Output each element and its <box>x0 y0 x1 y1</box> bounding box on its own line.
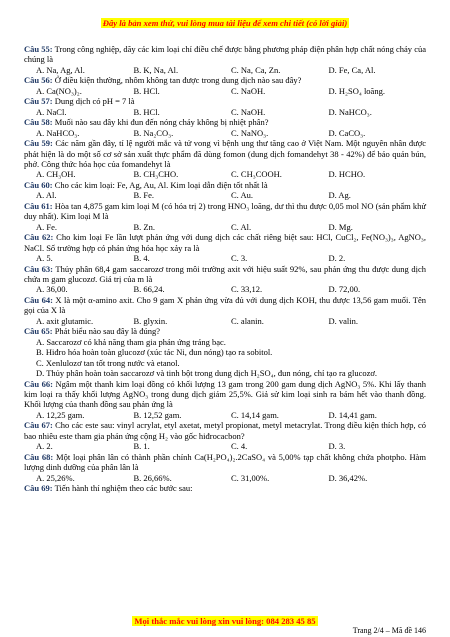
question-text <box>24 75 426 85</box>
question-number: Câu 67: <box>24 420 53 431</box>
question-text <box>24 117 426 127</box>
question-stem: Cho các este sau: vinyl acrylat, etyl axetat, metyl propionat, metyl metacrylat. Trong điều kiện thích hợp, có bao nhiêu este tham gia phản ứng cộng H₂ vào gốc hiđrocacbon? <box>24 420 427 441</box>
question-number: Câu 56: <box>24 75 53 86</box>
answer-option: C. Al. <box>231 221 252 232</box>
question-list <box>24 44 426 493</box>
answer-option: D. Fe, Ca, Al. <box>328 64 376 75</box>
question-stem: Ngâm một thanh kim loại đồng có khối lượng 13 gam trong 200 gam dung dịch AgNO₃ 5%. Khi lấy thanh kim loại ra thấy khối lượng AgNO₃ trong dung dịch giảm 25,5%. Giả sử kim loại sinh ra bám hết vào thanh đồng. Khối lượng của thanh đồng sau phản ứng là <box>24 378 427 410</box>
answer-options <box>24 86 426 96</box>
question-text <box>24 138 426 169</box>
question-text <box>24 180 426 190</box>
answer-options <box>24 128 426 138</box>
answer-option: B. Na₂CO₃. <box>133 127 174 138</box>
answer-option: D. Mg. <box>328 221 353 232</box>
question-text <box>24 379 426 410</box>
answer-option: A. 36,00. <box>36 284 68 295</box>
answer-option: C. 31,00%. <box>231 472 270 483</box>
answer-option: A. Na, Ag, Al. <box>36 64 85 75</box>
answer-option: A. CH₃OH. <box>36 169 76 180</box>
answer-option: D. NaHCO₃. <box>328 106 372 117</box>
answer-option: D. 72,00. <box>328 284 361 295</box>
answer-option: B. 4. <box>133 253 150 264</box>
answer-option: D. 3. <box>328 441 346 452</box>
answer-option: C. NaNO₃. <box>231 127 269 138</box>
answer-option: B. 66,24. <box>133 284 165 295</box>
answer-option: A. 25,26%. <box>36 472 75 483</box>
question-stem: Dung dịch có pH = 7 là <box>54 96 135 107</box>
answer-option: A. axit glutamic. <box>36 315 94 326</box>
answer-statement: C. Xenlulozơ tan tốt trong nước và etanol. <box>36 357 180 368</box>
answer-option: D. valin. <box>328 315 359 326</box>
answer-option: D. 14,41 gam. <box>328 409 377 420</box>
question-stem: X là một α-amino axit. Cho 9 gam X phản ứng vừa đủ với dung dịch KOH, thu được 13,56 gam muối. Tên gọi của X là <box>24 294 426 316</box>
answer-option: B. Fe. <box>133 190 155 201</box>
answer-option: B. CH₃CHO. <box>133 169 179 180</box>
answer-option: B. glyxin. <box>133 315 168 326</box>
question-stem: Các năm gần đây, tỉ lệ người mắc và tử vong vì bệnh ung thư tăng cao ở Việt Nam. Một nguyên nhân được phát hiện là do một số cơ sở sản xuất thực phẩm đã dùng fomon (dung dịch fomandehyt 38 - 42%) để bảo quản bún, phở. Công thức hóa học của fomandehyt là <box>24 138 427 169</box>
answer-option: A. 12,25 gam. <box>36 409 85 420</box>
answer-option: C. 14,14 gam. <box>231 409 279 420</box>
answer-option: B. 26,66%. <box>133 472 172 483</box>
answer-options <box>24 473 426 483</box>
answer-option: B. Zn. <box>133 221 155 232</box>
question-text <box>24 232 426 253</box>
question-stem: Tiến hành thí nghiệm theo các bước sau: <box>54 483 193 494</box>
question-text <box>24 420 426 441</box>
question-text <box>24 295 426 316</box>
question-stem: Cho các kim loại: Fe, Ag, Au, Al. Kim loại dẫn điện tốt nhất là <box>54 179 268 190</box>
question-number: Câu 69: <box>24 483 53 494</box>
answer-option: A. NaCl. <box>36 106 67 117</box>
question-number: Câu 60: <box>24 179 53 190</box>
answer-option: D. 2. <box>328 253 346 264</box>
answer-option: B. 12,52 gam. <box>133 409 182 420</box>
question-number: Câu 59: <box>24 138 53 149</box>
question-number: Câu 63: <box>24 263 53 274</box>
answer-option: A. NaHCO₃. <box>36 127 80 138</box>
answer-options <box>24 316 426 326</box>
answer-option: C. NaOH. <box>231 106 266 117</box>
answer-option: D. 36,42%. <box>328 472 368 483</box>
answer-options <box>24 169 426 179</box>
answer-option: D. H₂SO₄ loãng. <box>328 85 385 96</box>
answer-options <box>24 65 426 75</box>
answer-option: C. Na, Ca, Zn. <box>231 64 281 75</box>
answer-option: D. Ag. <box>328 190 351 201</box>
question-text <box>24 201 426 222</box>
question-stem: Ở điều kiện thường, nhôm không tan được trong dung dịch nào sau đây? <box>54 75 302 86</box>
answer-statement: D. Thủy phân hoàn toàn saccarozơ và tinh bột trong dung dịch H₂SO₄, đun nóng, chỉ tạo ra glucozơ. <box>36 368 377 379</box>
question-text <box>24 326 426 336</box>
preview-banner: Đây là bản xem thử, vui lòng mua tài liệu để xem chi tiết (có lời giải) <box>102 18 348 28</box>
question-number: Câu 55: <box>24 44 53 54</box>
question-text <box>24 96 426 106</box>
question-number: Câu 61: <box>24 200 53 211</box>
question-stem: Phát biểu nào sau đây là đúng? <box>54 326 160 337</box>
answer-option: A. 2. <box>36 441 53 452</box>
answer-option: C. CH₃COOH. <box>231 169 282 180</box>
question-stem: Thủy phân 68,4 gam saccarozơ trong môi trường axit với hiệu suất 92%, sau phản ứng thu được dung dịch chứa m gam glucozơ. Giá trị của m là <box>24 263 426 284</box>
answer-option: C. 33,12. <box>231 284 263 295</box>
answer-option: A. Al. <box>36 190 57 201</box>
answer-option: C. Au. <box>231 190 253 201</box>
question-number: Câu 65: <box>24 326 53 337</box>
page-number: Trang 2/4 – Mã đề 146 <box>352 626 426 635</box>
answer-statement: B. Hiđro hóa hoàn toàn glucozơ (xúc tác Ni, đun nóng) tạo ra sobitol. <box>36 347 273 358</box>
question-number: Câu 64: <box>24 294 53 305</box>
answer-options <box>24 441 426 451</box>
question-text <box>24 264 426 285</box>
question-number: Câu 57: <box>24 96 53 107</box>
question-number: Câu 62: <box>24 232 54 243</box>
answer-options <box>24 190 426 200</box>
answer-option: C. 4. <box>231 441 248 452</box>
answer-option: C. 3. <box>231 253 248 264</box>
answer-options <box>24 107 426 117</box>
answer-option: D. HCHO. <box>328 169 366 180</box>
answer-option: C. NaOH. <box>231 85 266 96</box>
answer-options <box>24 284 426 294</box>
answer-options <box>24 410 426 420</box>
question-number: Câu 68: <box>24 451 54 462</box>
answer-option: A. 5. <box>36 253 53 264</box>
answer-options <box>24 253 426 263</box>
answer-option: A. Fe. <box>36 221 58 232</box>
question-stem: Trong công nghiệp, dãy các kim loại chỉ điều chế được bằng phương pháp điện phân hợp chất nóng chảy của chúng là <box>24 44 426 65</box>
question-stem: Hòa tan 4,875 gam kim loại M (có hóa trị 2) trong HNO₃ loãng, dư thì thu được 0,05 mol NO (sản phẩm khử duy nhất). Kim loại M là <box>24 200 427 222</box>
answer-option: C. alanin. <box>231 315 264 326</box>
question-number: Câu 66: <box>24 378 53 389</box>
question-number: Câu 58: <box>24 117 53 128</box>
answer-statement: A. Saccarozơ có khả năng tham gia phản ứng tráng bạc. <box>36 336 226 347</box>
answer-option: B. HCl. <box>133 85 160 96</box>
answer-options <box>24 222 426 232</box>
answer-option: A. Ca(NO₃)₂. <box>36 85 82 96</box>
answer-option: B. K, Na, Al. <box>133 64 179 75</box>
question-text <box>24 44 426 65</box>
question-text <box>24 452 426 473</box>
contact-footer: Mọi thắc mắc vui lòng xin vui lòng: 084 283 45 85 <box>134 616 316 626</box>
question-stem: Cho kim loại Fe lần lượt phản ứng với dung dịch các chất riêng biệt sau: HCl, CuCl₂, Fe(NO₃)₃, AgNO₃, NaCl. Số trường hợp có phản ứng hóa học xảy ra là <box>24 232 426 253</box>
answer-option: B. HCl. <box>133 106 160 117</box>
answer-option: D. CaCO₃. <box>328 127 366 138</box>
question-text <box>24 483 426 493</box>
answer-option: B. 1. <box>133 441 150 452</box>
question-stem: Một loại phân lân có thành phần chính Ca(H₂PO₄)₂.2CaSO₄ và 5,00% tạp chất không chứa photpho. Hàm lượng dinh dưỡng của phân lân là <box>24 451 427 473</box>
question-stem: Muối nào sau đây khi đun đến nóng chảy không bị nhiệt phân? <box>54 117 269 128</box>
